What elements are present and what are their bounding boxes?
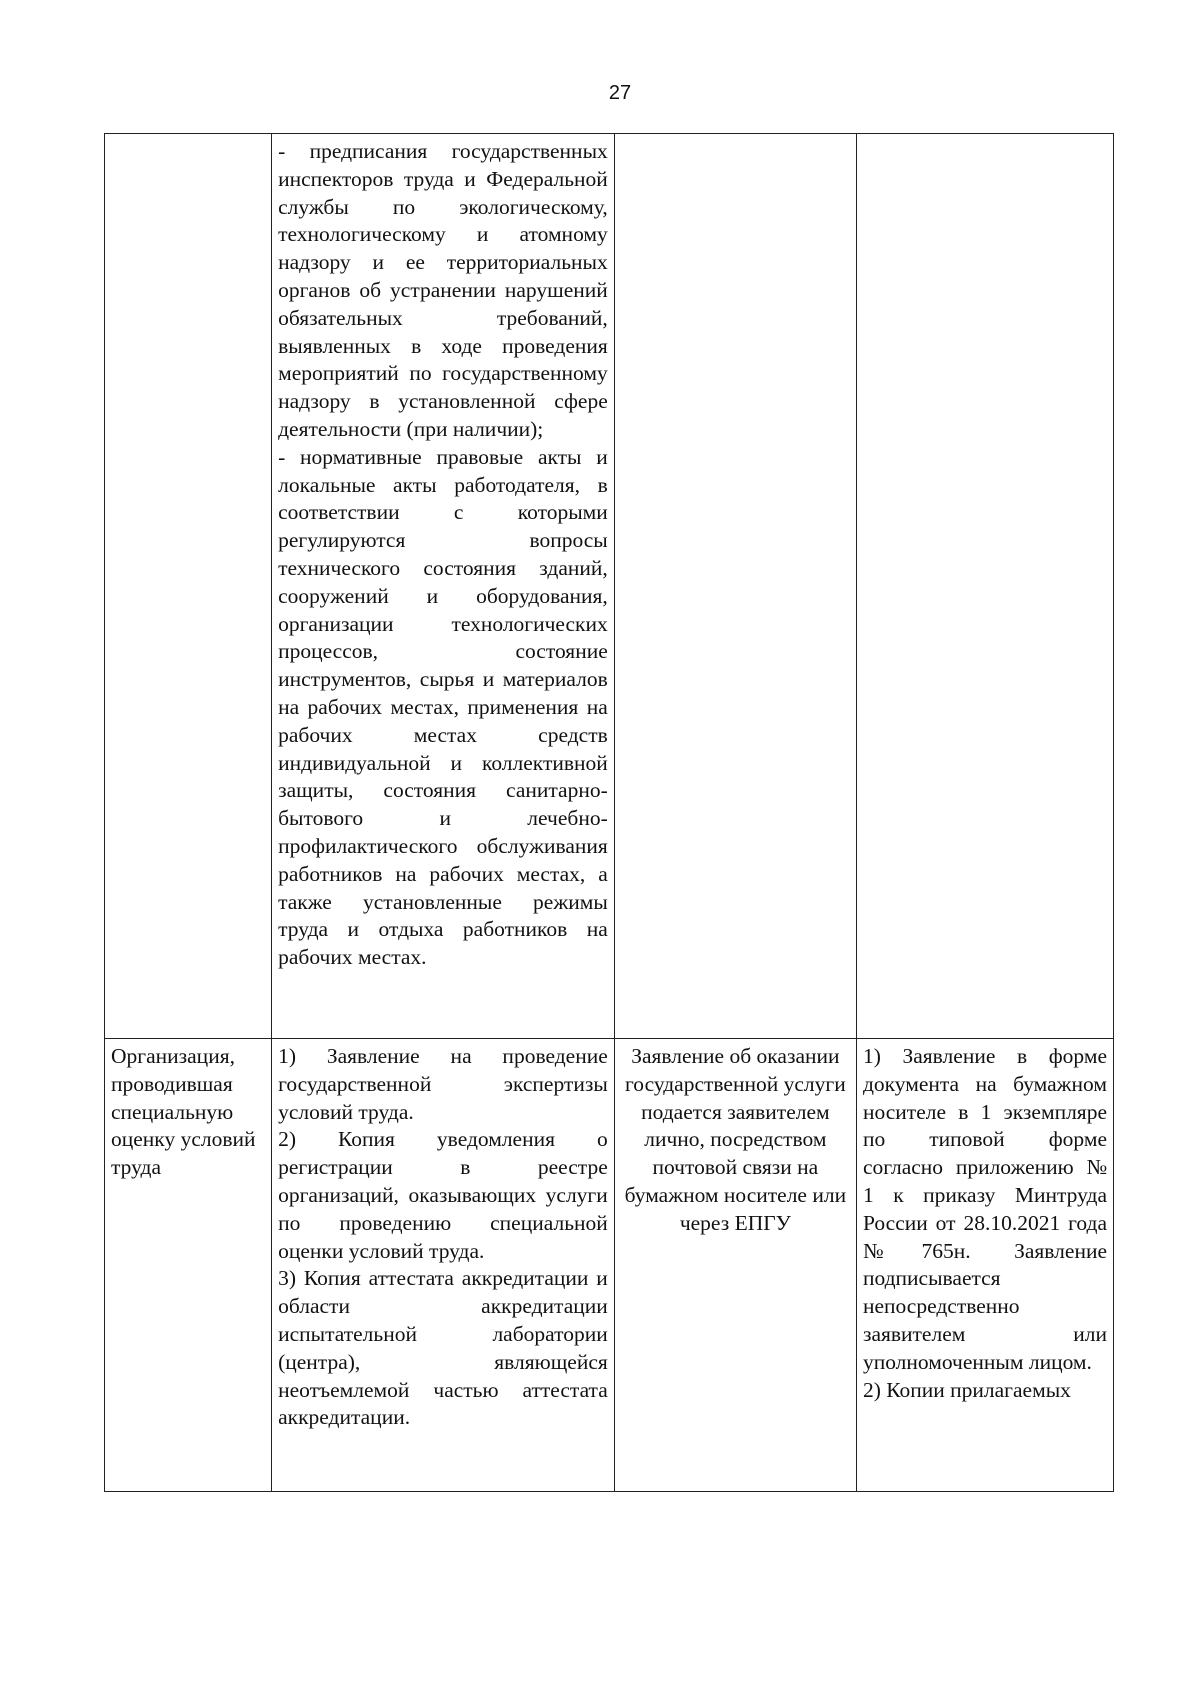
table-row <box>105 1039 1114 1492</box>
requirement-item: 2) Копии прилагаемых <box>862 1377 1071 1402</box>
table-row <box>105 134 1114 1039</box>
submission-text: Заявление об оказании государственной услуги подается заявителем лично, посредством почтовой связи на бумажном носителе или через ЕПГУ <box>624 1044 847 1235</box>
document-item: - предписания государственных инспекторов труда и Федеральной службы по экологическому, технологическому и атомному надзору и ее территориальных органов об устранении нарушений обязательных требований, выявленных в ходе проведения мероприятий по государственному надзору в установленной сфере деятельности (при наличии); <box>278 139 608 441</box>
document-item: - нормативные правовые акты и локальные акты работодателя, в соответствии с которыми регулируются вопросы технического состояния зданий, сооружений и оборудования, организации технологических процессов, состояние инструментов, сырья и материалов на рабочих местах, применения на рабочих местах средств индивидуальной и коллективной защиты, состояния санитарно-бытового и лечебно-профилактического обслуживания работников на рабочих местах, а также установленные режимы труда и отдыха работников на рабочих местах. <box>278 444 608 970</box>
document-item: 1) Заявление на проведение государственной экспертизы условий труда. <box>278 1044 608 1124</box>
table-cell-documents <box>272 134 615 1039</box>
requirement-item: 1) Заявление в форме документа на бумажном носителе в 1 экземпляре по типовой форме согласно приложению № 1 к приказу Минтруда России от 28.10.2021 года №765н. Заявление подписывается непосредственно заявителем или уполномоченным лицом. <box>862 1044 1107 1374</box>
document-item: 3) Копия аттестата аккредитации и области аккредитации испытательной лаборатории (центра), являющейся неотъемлемой частью аттестата аккредитации. <box>278 1266 608 1430</box>
table-cell-requirements <box>856 1039 1113 1492</box>
table-cell-applicant <box>105 134 272 1039</box>
table-cell-requirements <box>856 134 1113 1039</box>
table-cell-submission <box>614 1039 856 1492</box>
table-cell-applicant <box>105 1039 272 1492</box>
document-table <box>104 133 1114 1492</box>
applicant-text: Организация, проводившая специальную оценку условий труда <box>111 1044 256 1180</box>
document-item: 2) Копия уведомления о регистрации в реестре организаций, оказывающих услуги по проведению специальной оценки условий труда. <box>278 1127 608 1263</box>
table-cell-submission <box>614 134 856 1039</box>
table-cell-documents <box>272 1039 615 1492</box>
page-number: 27 <box>608 82 632 104</box>
